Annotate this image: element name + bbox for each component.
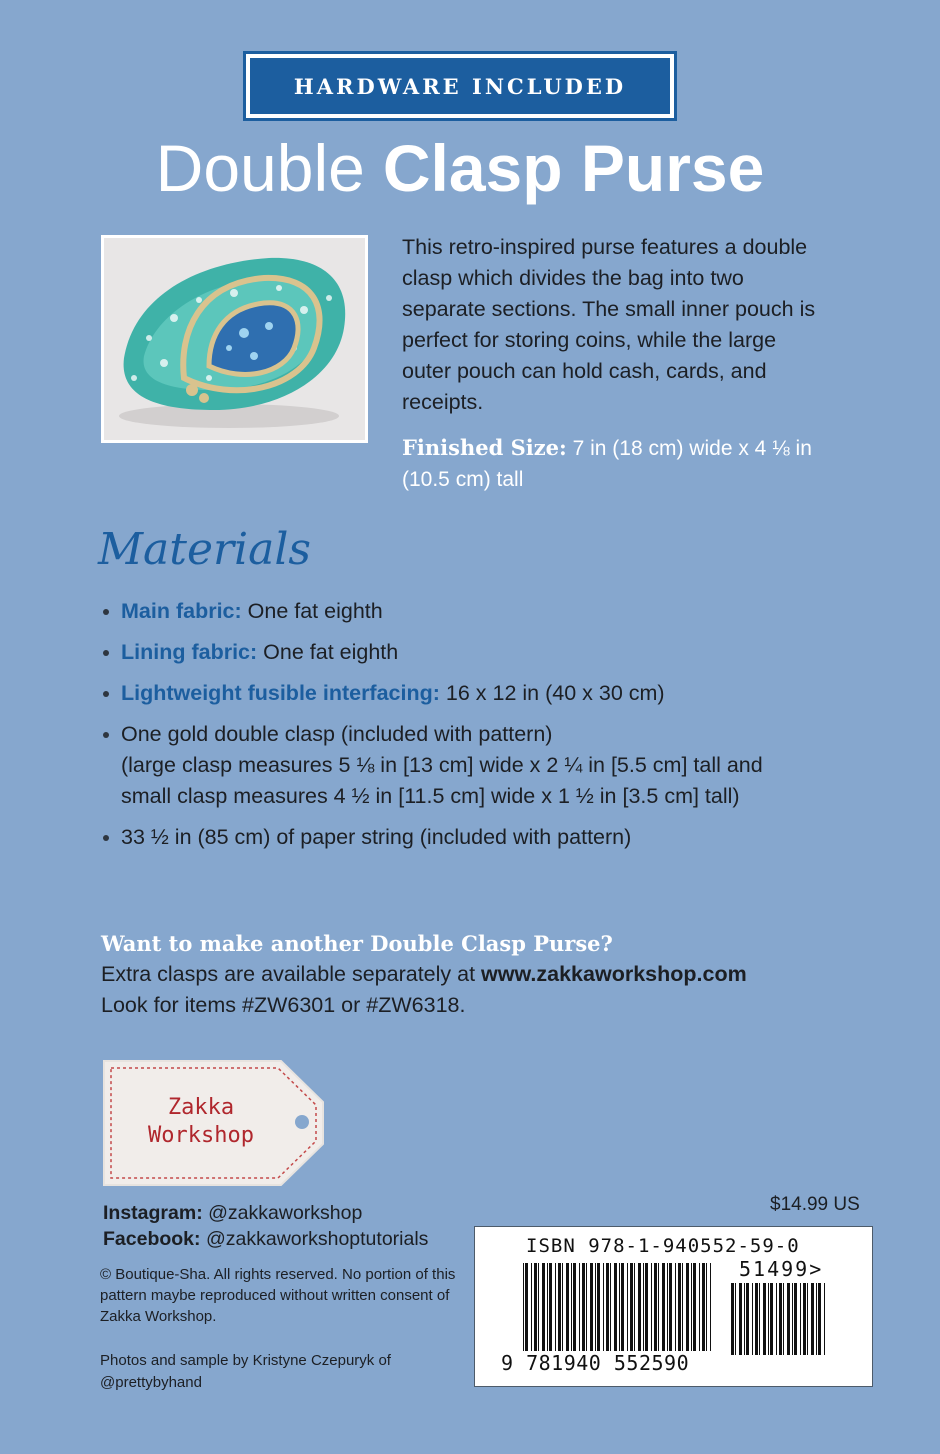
instagram-handle[interactable]: @zakkaworkshop [208, 1202, 363, 1224]
title-bold: Clasp Purse [382, 131, 765, 205]
website-link[interactable]: www.zakkaworkshop.com [481, 962, 747, 986]
purse-photo [101, 235, 368, 443]
finished-size-value: 7 in (18 cm) wide x 4 ⅛ in (10.5 cm) tall [402, 437, 812, 491]
material-key: Main fabric: [121, 599, 242, 623]
hardware-included-badge [246, 54, 674, 118]
title-light: Double [155, 131, 365, 205]
badge-text: HARDWARE INCLUDED [293, 73, 627, 99]
tag-text-line1: Zakka [167, 1095, 235, 1120]
list-item [103, 822, 863, 853]
material-text: One gold double clasp (included with pattern) [121, 722, 553, 746]
copyright-notice: © Boutique-Sha. All rights reserved. No portion of this pattern maybe reproduced without written consent of Zakka Workshop. [100, 1266, 456, 1325]
list-item [103, 596, 863, 627]
material-text: One fat eighth [263, 640, 399, 664]
barcode [474, 1226, 873, 1387]
list-item [103, 637, 863, 668]
extra-clasps-heading: Want to make another Double Clasp Purse? [101, 931, 613, 956]
purse-illustration [104, 238, 365, 440]
zakka-workshop-tag-logo [101, 1058, 327, 1188]
facebook-handle[interactable]: @zakkaworkshoptutorials [205, 1228, 429, 1250]
materials-heading: Materials [98, 524, 311, 575]
item-numbers: Look for items #ZW6301 or #ZW6318. [101, 993, 466, 1017]
social-links [103, 1200, 428, 1252]
photo-credit: Photos and sample by Kristyne Czepuryk of @prettybyhand [100, 1352, 391, 1391]
instagram-line [103, 1200, 428, 1226]
material-text: 16 x 12 in (40 x 30 cm) [445, 681, 665, 705]
material-text: 33 ½ in (85 cm) of paper string (included with pattern) [121, 825, 632, 849]
material-detail-line: (large clasp measures 5 ⅛ in [13 cm] wide x 2 ¼ in [5.5 cm] tall and [121, 753, 763, 777]
page-title [0, 128, 920, 208]
facebook-line [103, 1226, 428, 1252]
facebook-label: Facebook: [103, 1228, 201, 1250]
material-detail-line: small clasp measures 4 ½ in [11.5 cm] wide x 1 ½ in [3.5 cm] tall) [121, 784, 740, 808]
finished-size-label: Finished Size: [402, 435, 567, 460]
materials-list [103, 596, 863, 863]
list-item [103, 678, 863, 709]
price: $14.99 US [770, 1194, 860, 1215]
product-description: This retro-inspired purse features a double clasp which divides the bag into two separate sections. The small inner pouch is perfect for storing coins, while the large outer pouch can hold cash, cards, and receipts. [402, 235, 816, 414]
extra-clasps-line1: Extra clasps are available separately at [101, 962, 476, 986]
material-key: Lining fabric: [121, 640, 258, 664]
extra-clasps-text [101, 959, 861, 990]
ean-digits: 9 781940 552590 [501, 1351, 690, 1375]
tag-shape [101, 1058, 327, 1188]
extra-clasps-section [101, 928, 861, 1021]
finished-size [402, 432, 832, 495]
isbn-text: ISBN 978-1-940552-59-0 [526, 1235, 800, 1257]
material-key: Lightweight fusible interfacing: [121, 681, 440, 705]
barcode-addon-number: 51499> [739, 1257, 824, 1281]
tag-text-line2: Workshop [148, 1123, 254, 1148]
material-text: One fat eighth [247, 599, 383, 623]
list-item [103, 719, 863, 812]
instagram-label: Instagram: [103, 1202, 203, 1224]
